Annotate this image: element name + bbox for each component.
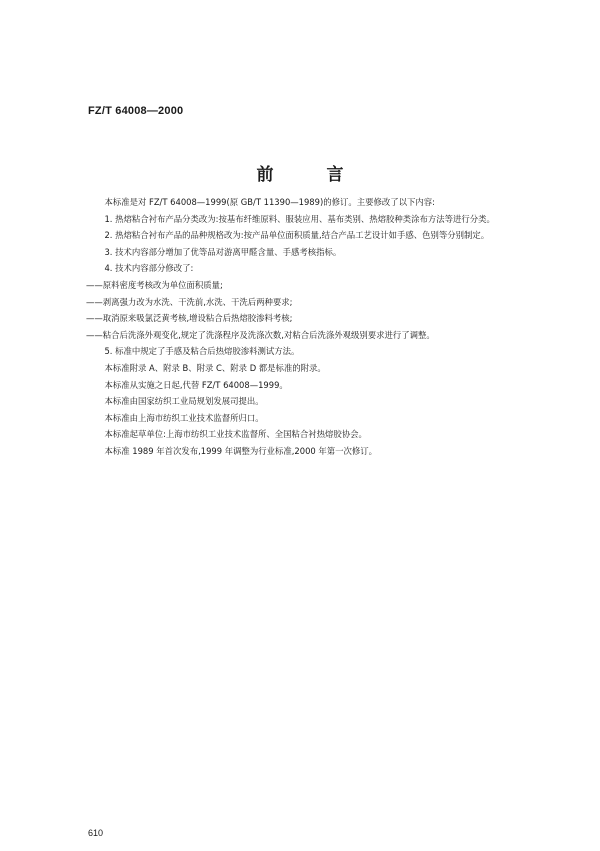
paragraph-replacement: 本标准从实施之日起,代替 FZ/T 64008—1999。: [104, 379, 288, 390]
paragraph-subitem: ——原料密度考核改为单位面积质量;: [86, 279, 223, 290]
paragraph-subitem: ——剥离强力改为水洗、干洗前,水洗、干洗后两种要求;: [86, 296, 293, 307]
foreword-body: [86, 194, 518, 460]
paragraph-item-1: 1. 热熔粘合衬布产品分类改为:按基布纤维原料、服装应用、基布类别、热熔胶种类涂布方法等进行分类。: [104, 213, 495, 224]
paragraph-subitem: ——取消原来吸氯泛黄考核,增设粘合后热熔胶渗料考核;: [86, 313, 293, 324]
paragraph-administrator: 本标准由上海市纺织工业技术监督所归口。: [104, 412, 264, 423]
paragraph-item-5: 5. 标准中规定了手感及粘合后热熔胶渗料测试方法。: [104, 346, 300, 357]
paragraph-subitem: ——粘合后洗涤外观变化,规定了洗涤程序及洗涤次数,对粘合后洗涤外观级别要求进行了调整。: [86, 329, 435, 340]
paragraph-proposer: 本标准由国家纺织工业局规划发展司提出。: [104, 396, 264, 407]
paragraph-drafter: 本标准起草单位:上海市纺织工业技术监督所、全国粘合衬热熔胶协会。: [104, 429, 367, 440]
paragraph-item-4: 4. 技术内容部分修改了:: [104, 263, 194, 274]
page-number: 610: [88, 828, 104, 838]
paragraph-item-3: 3. 技术内容部分增加了优等品对游离甲醛含量、手感考核指标。: [104, 246, 342, 257]
page-title: 前 言: [256, 165, 362, 185]
paragraph-item-2: 2. 热熔粘合衬布产品的品种规格改为:按产品单位面积质量,结合产品工艺设计如手感、色别等分别制定。: [104, 230, 490, 241]
paragraph-history: 本标准 1989 年首次发布,1999 年调整为行业标准,2000 年第一次修订。: [104, 445, 378, 456]
paragraph-intro: 本标准是对 FZ/T 64008—1999(原 GB/T 11390—1989)的修订。主要修改了以下内容:: [104, 197, 435, 207]
paragraph-appendix: 本标准附录 A、附录 B、附录 C、附录 D 都是标准的附录。: [104, 362, 326, 373]
standard-code: FZ/T 64008—2000: [88, 105, 184, 117]
